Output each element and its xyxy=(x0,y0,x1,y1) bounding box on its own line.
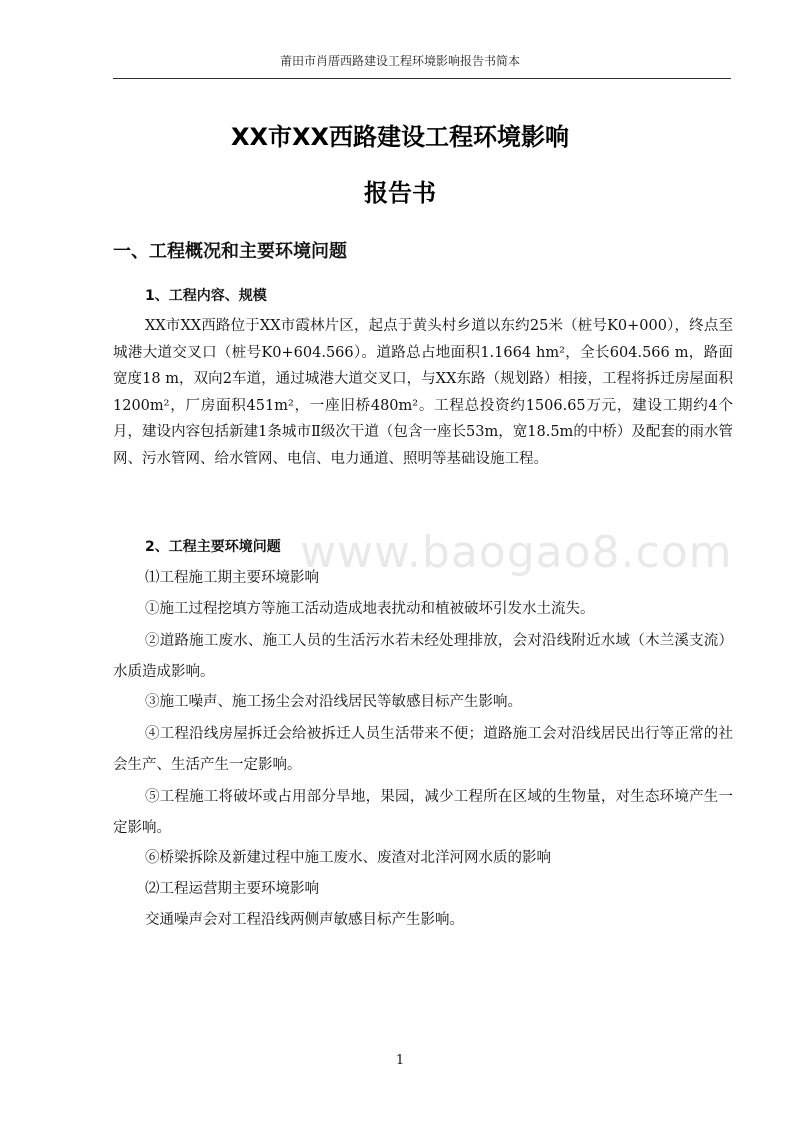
header-divider xyxy=(113,78,731,79)
document-title-line2: 报告书 xyxy=(364,179,436,207)
running-header: 莆田市肖厝西路建设工程环境影响报告书简本 xyxy=(279,54,520,68)
construction-phase-heading: ⑴工程施工期主要环境影响 xyxy=(145,570,319,586)
watermark: www.baogao8.com xyxy=(300,527,733,578)
impact-item-5: ⑤工程施工将破坏或占用部分旱地，果园，减少工程所在区域的生物量，对生态环境产生一定影响。 xyxy=(113,789,733,836)
impact-item-6: ⑥桥梁拆除及新建过程中施工废水、废渣对北洋河网水质的影响 xyxy=(145,850,551,866)
page-number: 1 xyxy=(395,1053,405,1068)
document-title: XX市XX西路建设工程环境影响 xyxy=(230,123,569,151)
subsection-heading-scale: 1、工程内容、规模 xyxy=(145,288,267,304)
impact-item-1: ①施工过程挖填方等施工活动造成地表扰动和植被破坏引发水土流失。 xyxy=(145,601,595,617)
impact-item-3: ③施工噪声、施工扬尘会对沿线居民等敏感目标产生影响。 xyxy=(145,694,522,710)
impact-item-4: ④工程沿线房屋拆迁会给被拆迁人员生活带来不便；道路施工会对沿线居民出行等正常的社会生产、生活产生一定影响。 xyxy=(113,726,733,773)
operation-phase-heading: ⑵工程运营期主要环境影响 xyxy=(145,881,319,897)
section-heading: 一、工程概况和主要环境问题 xyxy=(113,241,347,262)
operation-impact-text: 交通噪声会对工程沿线两侧声敏感目标产生影响。 xyxy=(145,912,464,928)
subsection-heading-issues: 2、工程主要环境问题 xyxy=(145,539,281,555)
impact-item-2: ②道路施工废水、施工人员的生活污水若未经处理排放，会对沿线附近水域（木兰溪支流）水质造成影响。 xyxy=(113,633,733,680)
project-description-paragraph: XX市XX西路位于XX市霞林片区，起点于黄头村乡道以东约25米（桩号K0+000），终点至城港大道交叉口（桩号K0+604.566）。道路总占地面积1.1664 hm²，全长604.566 m，路面宽度18 m，双向2车道，通过城港大道交叉口，与XX东路（规划路）相接，工程将拆迁房屋面积1200m²，厂房面积451m²，一座旧桥480m²。工程总投资约1506.65万元，建设工期约4个月，建设内容包括新建1条城市Ⅱ级次干道（包含一座长53m，宽18.5m的中桥）及配套的雨水管网、污水管网、给水管网、电信、电力通道、照明等基础设施工程。 xyxy=(113,318,733,467)
